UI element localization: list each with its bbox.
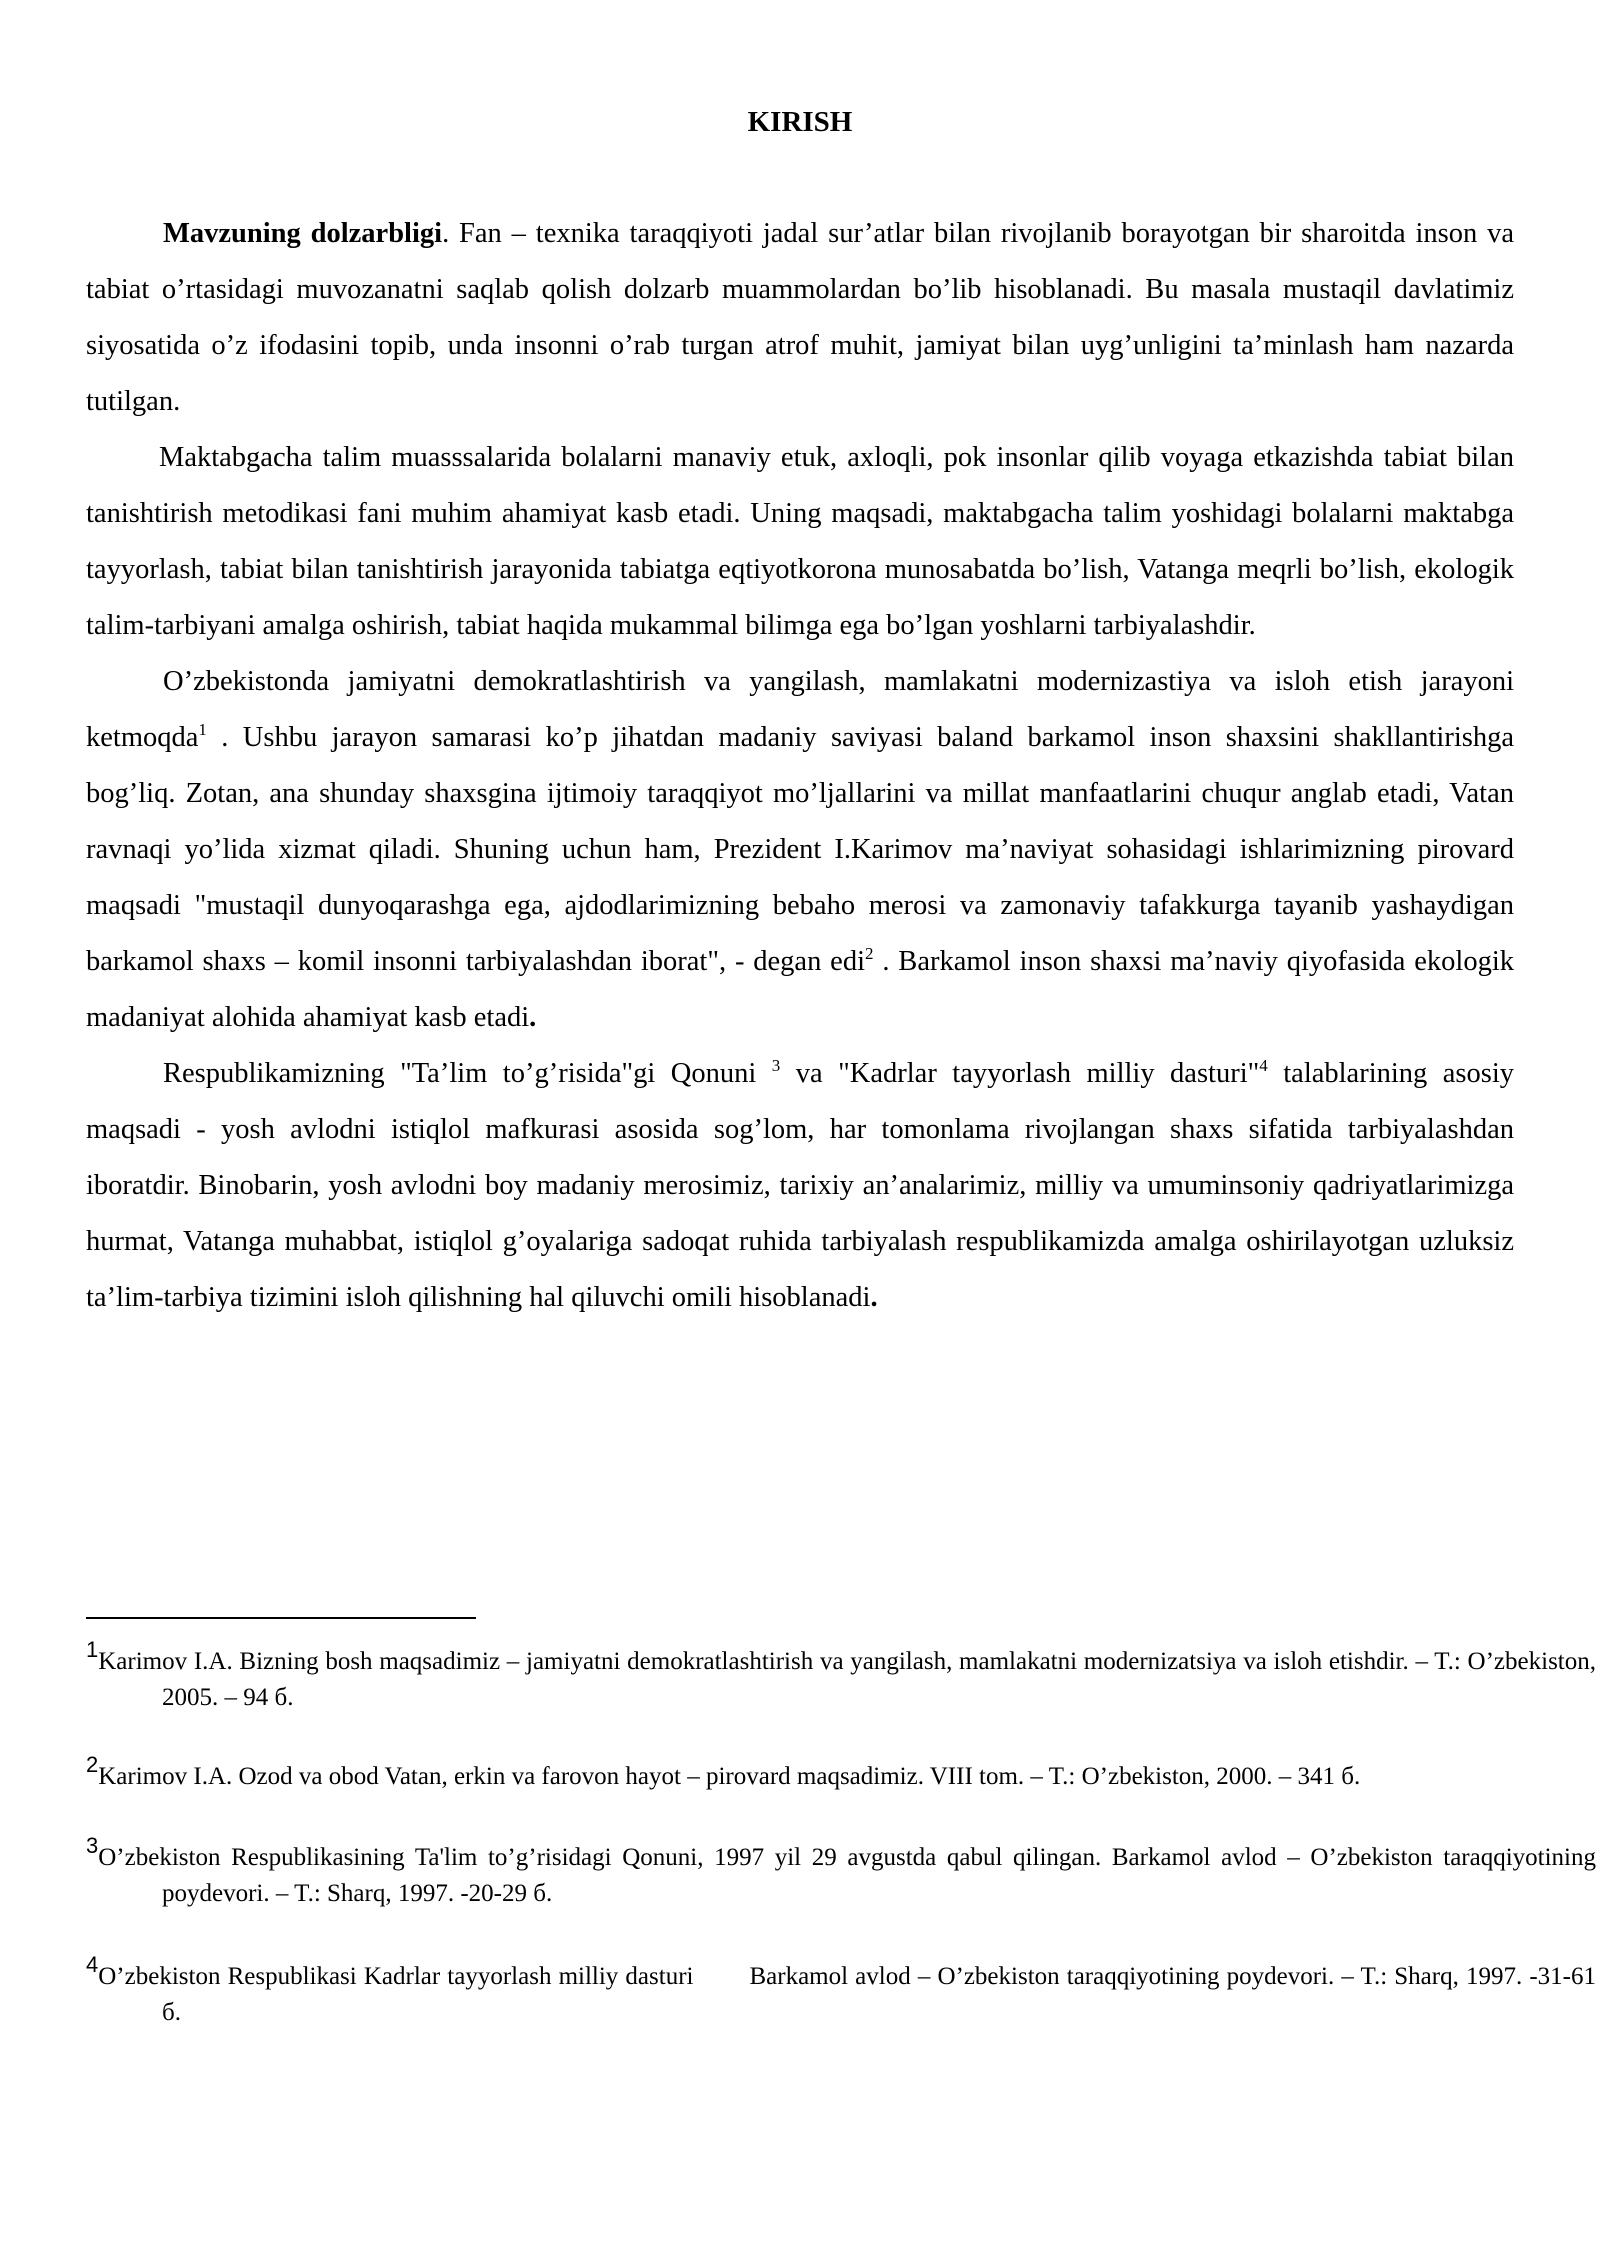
footnote-ref-2[interactable]: 2 xyxy=(865,944,874,963)
footnote-number: 4 xyxy=(86,1952,99,1977)
footnote-divider xyxy=(86,1617,476,1619)
paragraph-preschool xyxy=(86,430,1514,654)
paragraph-end-mark: . xyxy=(870,1282,878,1313)
footnote-text: Karimov I.A. Ozod va obod Vatan, erkin va farovon hayot – pirovard maqsadimiz. VIII tom. – T.: O’zbekiston, 2000. – 341 б. xyxy=(98,1763,1361,1790)
footnote-text: O’zbekiston Respublikasining Ta'lim to’g’risidagi Qonuni, 1997 yil 29 avgustda qabul qilingan. Barkamol avlod – O’zbekiston taraqqiyotining poydevori. – T.: Sharq, 1997. -20-29 б. xyxy=(98,1844,1596,1907)
footnote-4 xyxy=(86,1952,1596,2031)
footnote-ref-4[interactable]: 4 xyxy=(1259,1056,1268,1075)
footnote-1 xyxy=(86,1637,1596,1716)
relevance-heading: Mavzuning dolzarbligi xyxy=(163,218,443,249)
footnote-2 xyxy=(86,1752,1596,1795)
paragraph-text: talablarining asosiy maqsadi - yosh avlodni istiqlol mafkurasi asosida sog’lom, har tomonlama rivojlangan shaxs sifatida tarbiyalashdan iboratdir. Binobarin, yosh avlodni boy madaniy merosimiz, tarixiy an’analarimiz, milliy va umuminsoniy qadriyatlarimizga hurmat, Vatanga muhabbat, istiqlol g’oyalariga sadoqat ruhida tarbiyalash respublikamizda amalga oshirilayotgan uzluksiz ta’lim-tarbiya tizimini isloh qilishning hal qiluvchi omili hisoblanadi xyxy=(86,1058,1515,1313)
paragraph-end-mark: . xyxy=(529,1002,537,1033)
paragraph-democratization xyxy=(86,654,1514,1046)
footnote-ref-3[interactable]: 3 xyxy=(771,1056,781,1075)
paragraph-text: . Barkamol inson shaxsi ma’naviy qiyofasida ekologik madaniyat alohida ahamiyat kasb etadi xyxy=(86,946,1514,1033)
paragraph-text: Respublikamizning "Ta’lim to’g’risida"gi Qonuni xyxy=(163,1058,772,1089)
paragraph-text: Maktabgacha talim muasssalarida bolalarni manaviy etuk, axloqli, pok insonlar qilib voyaga etkazishda tabiat bilan tanishtirish metodikasi fani muhim ahamiyat kasb etadi. Uning maqsadi, maktabgacha talim yoshidagi bolalarni maktabga tayyorlash, tabiat bilan tanishtirish jarayonida tabiatga eqtiyotkorona munosabatda bo’lish, Vatanga meqrli bo’lish, ekologik talim-tarbiyani amalga oshirish, tabiat haqida mukammal bilimga ega bo’lgan yoshlarni tarbiyalashdir. xyxy=(86,442,1514,641)
footnote-text: Barkamol avlod – O’zbekiston taraqqiyotining poydevori. – T.: Sharq, 1997. -31-61 б. xyxy=(162,1963,1596,2026)
paragraph-text: va "Kadrlar tayyorlash milliy dasturi" xyxy=(780,1058,1260,1089)
page-title: KIRISH xyxy=(747,106,853,138)
footnote-ref-1[interactable]: 1 xyxy=(198,720,207,739)
paragraph-text: . Ushbu jarayon samarasi ko’p jihatdan madaniy saviyasi baland barkamol inson shaxsini shakllantirishga bog’liq. Zotan, ana shunday shaxsgina ijtimoiy taraqqiyot mo’ljallarini va millat manfaatlarini chuqur anglab etadi, Vatan ravnaqi yo’lida xizmat qiladi. Shuning uchun ham, Prezident I.Karimov ma’naviyat sohasidagi ishlarimizning pirovard maqsadi "mustaqil dunyoqarashga ega, ajdodlarimizning bebaho merosi va zamonaviy tafakkurga tayanib yashaydigan barkamol shaxs – komil insonni tarbiyalashdan iborat", - degan edi xyxy=(86,722,1514,977)
paragraph-text: . Fan – texnika taraqqiyoti jadal sur’atlar bilan rivojlanib borayotgan bir sharoitda inson va tabiat o’rtasidagi muvozanatni saqlab qolish dolzarb muammolardan bo’lib hisoblanadi. Bu masala mustaqil davlatimiz siyosatida o’z ifodasini topib, unda insonni o’rab turgan atrof muhit, jamiyat bilan uyg’unligini ta’minlash ham nazarda tutilgan. xyxy=(86,218,1514,417)
footnote-number: 2 xyxy=(86,1752,99,1777)
body-text xyxy=(86,206,1514,1326)
paragraph-education-law xyxy=(86,1046,1514,1326)
footnote-number: 3 xyxy=(86,1833,99,1858)
footnote-number: 1 xyxy=(86,1637,99,1662)
footnote-3 xyxy=(86,1833,1596,1912)
footnote-text: Karimov I.A. Bizning bosh maqsadimiz – jamiyatni demokratlashtirish va yangilash, mamlakatni modernizatsiya va isloh etishdir. – T.: O’zbekiston, 2005. – 94 б. xyxy=(98,1648,1596,1711)
paragraph-relevance xyxy=(86,206,1514,430)
paragraph-text: O’zbekistonda jamiyatni demokratlashtirish va yangilash, mamlakatni modernizastiya va isloh etish jarayoni ketmoqda xyxy=(86,666,1514,753)
footnote-text: O’zbekiston Respublikasi Kadrlar tayyorlash milliy dasturi xyxy=(98,1963,694,1990)
